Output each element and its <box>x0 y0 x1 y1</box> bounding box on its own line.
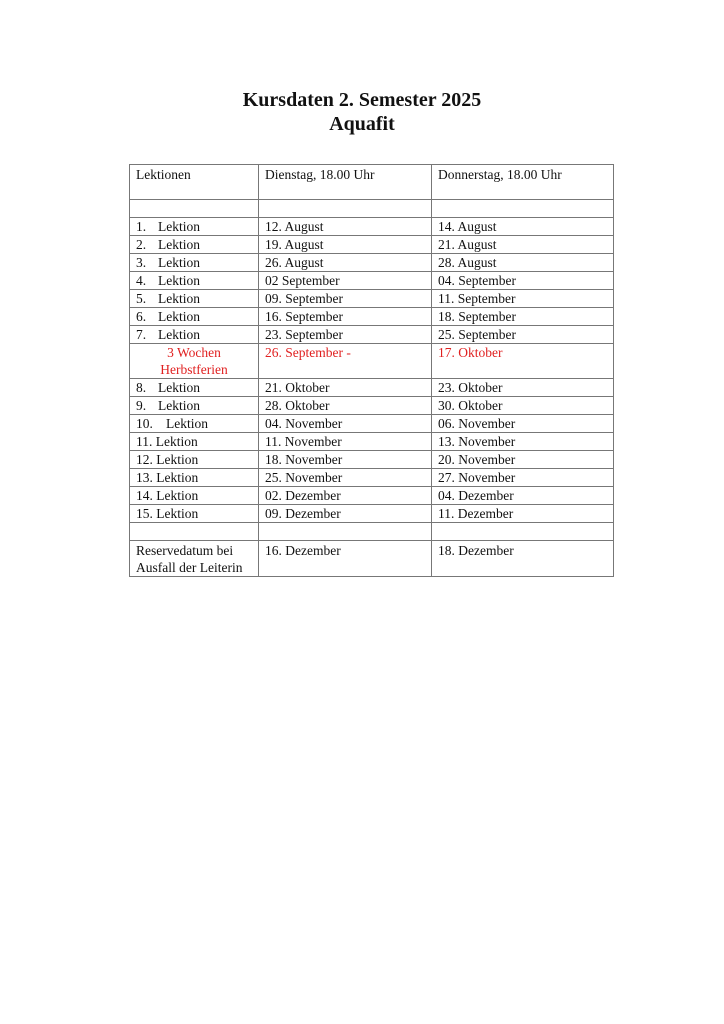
empty-cell <box>432 200 614 218</box>
lesson-cell <box>130 397 259 415</box>
tuesday-date: 16. September <box>259 308 432 326</box>
holiday-label-line-1: 3 Wochen <box>167 345 221 360</box>
lesson-cell <box>130 308 259 326</box>
thursday-date: 04. Dezember <box>432 487 614 505</box>
lesson-number: 7. <box>136 327 147 342</box>
title-line-1: Kursdaten 2. Semester 2025 <box>242 89 482 111</box>
document-title <box>0 88 724 136</box>
reserve-label <box>130 541 259 577</box>
lesson-number: 4. <box>136 273 147 288</box>
tuesday-date: 26. August <box>259 254 432 272</box>
tuesday-date: 28. Oktober <box>259 397 432 415</box>
thursday-date: 18. September <box>432 308 614 326</box>
lesson-label: Lektion <box>158 398 200 413</box>
lesson-number: 5. <box>136 291 147 306</box>
lesson-cell: 12. Lektion <box>130 451 259 469</box>
thursday-date: 20. November <box>432 451 614 469</box>
tuesday-date: 12. August <box>259 218 432 236</box>
table-row <box>130 290 614 308</box>
thursday-date: 23. Oktober <box>432 379 614 397</box>
table-row <box>130 397 614 415</box>
empty-cell <box>130 523 259 541</box>
lesson-label: Lektion <box>158 309 200 324</box>
empty-cell <box>259 200 432 218</box>
lesson-cell <box>130 326 259 344</box>
lesson-number: 10. <box>136 416 153 431</box>
table-row <box>130 272 614 290</box>
lesson-cell <box>130 218 259 236</box>
lesson-label: Lektion <box>158 380 200 395</box>
lesson-number: 6. <box>136 309 147 324</box>
lesson-number: 1. <box>136 219 147 234</box>
lesson-cell: 14. Lektion <box>130 487 259 505</box>
header-lektionen: Lektionen <box>130 165 259 200</box>
lesson-number: 3. <box>136 255 147 270</box>
lesson-cell <box>130 236 259 254</box>
empty-cell <box>259 523 432 541</box>
tuesday-date: 11. November <box>259 433 432 451</box>
table-row <box>130 505 614 523</box>
tuesday-date: 19. August <box>259 236 432 254</box>
table-row <box>130 308 614 326</box>
course-schedule-table <box>129 164 614 577</box>
reserve-tuesday-date: 16. Dezember <box>259 541 432 577</box>
thursday-date: 30. Oktober <box>432 397 614 415</box>
thursday-date: 28. August <box>432 254 614 272</box>
table-row <box>130 451 614 469</box>
table-row <box>130 254 614 272</box>
lesson-cell: 11. Lektion <box>130 433 259 451</box>
thursday-date: 27. November <box>432 469 614 487</box>
lesson-label: Lektion <box>158 255 200 270</box>
lesson-cell <box>130 415 259 433</box>
table-row <box>130 487 614 505</box>
holiday-end: 17. Oktober <box>432 344 614 379</box>
lesson-label: Lektion <box>158 273 200 288</box>
tuesday-date: 18. November <box>259 451 432 469</box>
empty-cell <box>432 523 614 541</box>
lesson-cell <box>130 254 259 272</box>
tuesday-date: 23. September <box>259 326 432 344</box>
lesson-number: 2. <box>136 237 147 252</box>
holiday-label <box>130 344 259 379</box>
reserve-label-line-1: Reservedatum bei <box>136 543 234 558</box>
holiday-label-line-2: Herbstferien <box>160 362 228 377</box>
empty-cell <box>130 200 259 218</box>
lesson-cell: 15. Lektion <box>130 505 259 523</box>
thursday-date: 25. September <box>432 326 614 344</box>
tuesday-date: 04. November <box>259 415 432 433</box>
table-header-row <box>130 165 614 200</box>
lesson-cell <box>130 272 259 290</box>
table-row <box>130 218 614 236</box>
thursday-date: 04. September <box>432 272 614 290</box>
thursday-date: 21. August <box>432 236 614 254</box>
header-donnerstag: Donnerstag, 18.00 Uhr <box>432 165 614 200</box>
reserve-thursday-date: 18. Dezember <box>432 541 614 577</box>
thursday-date: 06. November <box>432 415 614 433</box>
lesson-cell <box>130 379 259 397</box>
lesson-label: Lektion <box>166 416 208 431</box>
lesson-number: 9. <box>136 398 147 413</box>
tuesday-date: 21. Oktober <box>259 379 432 397</box>
table-spacer-row <box>130 200 614 218</box>
table-row <box>130 415 614 433</box>
table-row <box>130 379 614 397</box>
lesson-label: Lektion <box>158 219 200 234</box>
lesson-cell <box>130 290 259 308</box>
reserve-label-line-2: Ausfall der Leiterin <box>136 560 243 575</box>
lesson-label: Lektion <box>158 327 200 342</box>
table-row <box>130 236 614 254</box>
table-row <box>130 433 614 451</box>
header-dienstag: Dienstag, 18.00 Uhr <box>259 165 432 200</box>
thursday-date: 14. August <box>432 218 614 236</box>
lesson-label: Lektion <box>158 237 200 252</box>
tuesday-date: 25. November <box>259 469 432 487</box>
table-row <box>130 469 614 487</box>
lesson-label: Lektion <box>158 291 200 306</box>
thursday-date: 13. November <box>432 433 614 451</box>
table-spacer-row <box>130 523 614 541</box>
table-row <box>130 326 614 344</box>
holiday-start: 26. September - <box>259 344 432 379</box>
title-line-2: Aquafit <box>329 113 395 135</box>
holiday-row <box>130 344 614 379</box>
lesson-number: 8. <box>136 380 147 395</box>
thursday-date: 11. September <box>432 290 614 308</box>
tuesday-date: 02. Dezember <box>259 487 432 505</box>
lesson-cell: 13. Lektion <box>130 469 259 487</box>
reserve-row <box>130 541 614 577</box>
tuesday-date: 09. September <box>259 290 432 308</box>
thursday-date: 11. Dezember <box>432 505 614 523</box>
tuesday-date: 02 September <box>259 272 432 290</box>
tuesday-date: 09. Dezember <box>259 505 432 523</box>
